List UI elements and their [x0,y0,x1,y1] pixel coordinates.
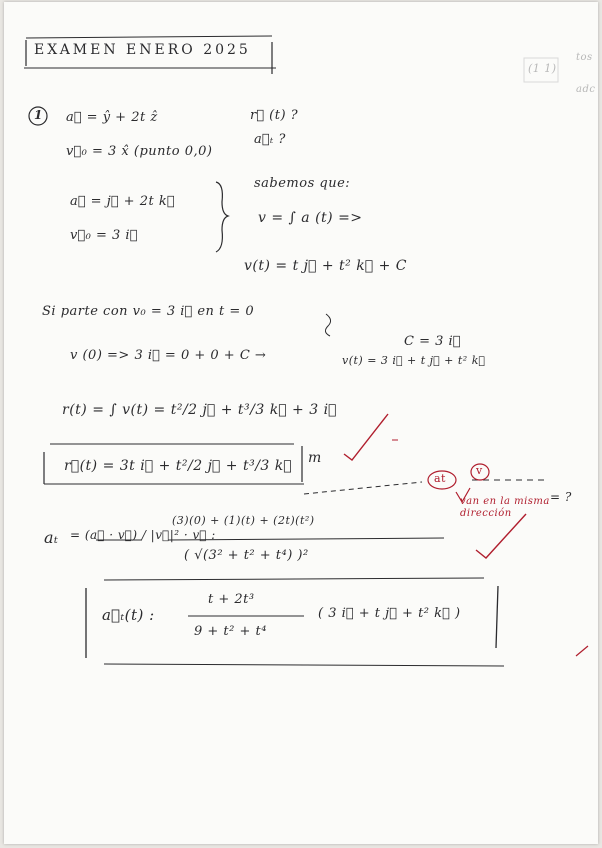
at-projection-formula: = (a⃗ · v⃗) / |v⃗|² · v⃗ : [70,528,216,542]
velocity-at-zero: v (0) => 3 i⃗ = 0 + 0 + C → [70,348,267,363]
velocity-integral: v = ∫ a (t) => [258,210,363,226]
acceleration-given: a⃗ = ŷ + 2t ẑ [66,110,158,125]
at-circle-label: at [434,472,446,485]
exam-title: EXAMEN ENERO 2025 [34,42,251,58]
ink-lines [4,2,598,844]
faint-margin-mark: (1 1) [528,62,557,75]
initial-velocity-rewrite: v⃗₀ = 3 i⃗ [70,228,138,243]
at-label: aₜ [44,528,59,547]
at-boxed-denominator: 9 + t² + t⁴ [194,624,267,639]
problem-number: 1 [34,108,43,122]
unknown-tangential-acceleration: a⃗ₜ ? [254,132,286,147]
direction-note: van en la misma dirección [460,496,550,519]
at-boxed-label: a⃗ₜ(t) : [102,606,155,624]
constant-value: C = 3 i⃗ [404,334,461,349]
at-denominator: ( √(3² + t² + t⁴) )² [184,548,309,563]
position-integral: r(t) = ∫ v(t) = t²/2 j⃗ + t³/3 k⃗ + 3 i⃗ [62,402,337,418]
position-unit: m [308,450,322,466]
sabemos-que: sabemos que: [254,176,351,191]
at-boxed-numerator: t + 2t³ [208,592,255,607]
velocity-final: v(t) = 3 i⃗ + t j⃗ + t² k⃗ [342,354,486,367]
at-boxed-vector: ( 3 i⃗ + t j⃗ + t² k⃗ ) [318,606,461,621]
initial-velocity-given: v⃗₀ = 3 x̂ (punto 0,0) [66,144,213,159]
initial-condition: Si parte con v₀ = 3 i⃗ en t = 0 [42,304,255,319]
v-circle-label: v [476,464,483,477]
faint-side-text: tos adc [576,52,596,95]
at-numerator: (3)(0) + (1)(t) + (2t)(t²) [172,514,315,527]
unknown-position: r⃗ (t) ? [250,108,299,123]
exam-page [4,2,598,844]
note-equals: = ? [550,490,572,504]
acceleration-rewrite: a⃗ = j⃗ + 2t k⃗ [70,194,176,209]
position-boxed: r⃗(t) = 3t i⃗ + t²/2 j⃗ + t³/3 k⃗ [64,458,293,474]
velocity-expression: v(t) = t j⃗ + t² k⃗ + C [244,258,407,274]
